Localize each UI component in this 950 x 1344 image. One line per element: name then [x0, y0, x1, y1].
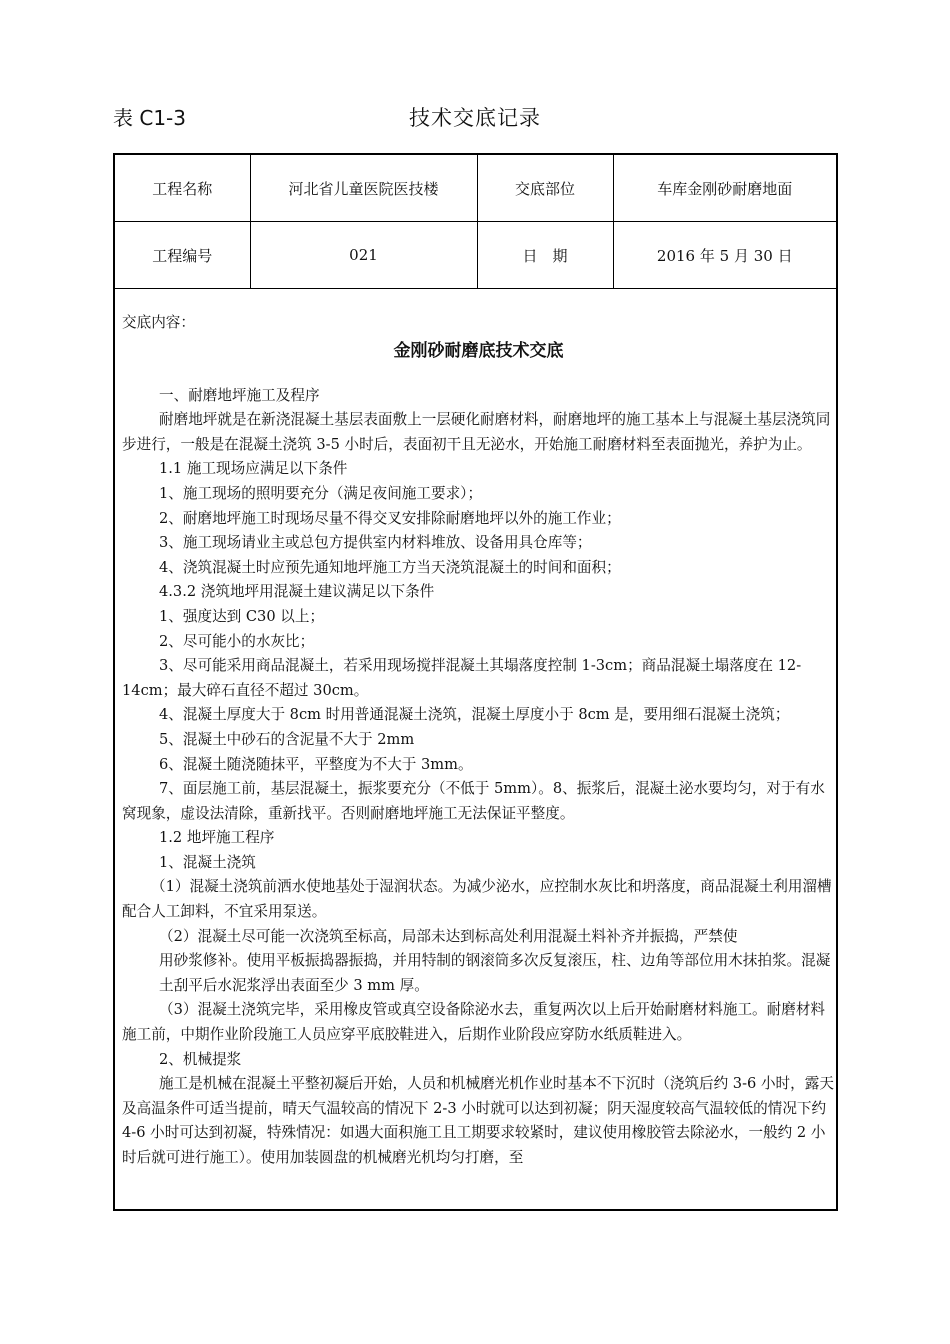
paragraph-list — [122, 384, 835, 1171]
content-paragraph: 1.1 施工现场应满足以下条件 — [159, 460, 348, 478]
location-value: 车库金刚砂耐磨地面 — [613, 155, 836, 222]
content-paragraph: 2、尽可能小的水灰比； — [159, 632, 315, 650]
content-paragraph: 4、浇筑混凝土时应预先通知地坪施工方当天浇筑混凝土的时间和面积； — [159, 558, 621, 576]
content-paragraph: 2、耐磨地坪施工时现场尽量不得交叉安排除耐磨地坪以外的施工作业； — [159, 509, 621, 527]
location-label: 交底部位 — [477, 155, 613, 222]
content-paragraph: （1）混凝土浇筑前洒水使地基处于湿润状态。为减少泌水，应控制水灰比和坍落度，商品混凝土利用溜槽配合人工卸料，不宜采用泵送。 — [122, 878, 832, 921]
content-paragraph: 3、施工现场请业主或总包方提供室内材料堆放、设备用具仓库等； — [159, 534, 592, 552]
project-number-value: 021 — [250, 222, 477, 289]
info-row-name — [115, 155, 836, 222]
briefing-subtitle: 金刚砂耐磨底技术交底 — [393, 340, 564, 361]
content-paragraph: 1.2 地坪施工程序 — [159, 829, 275, 847]
project-name-value: 河北省儿童医院医技楼 — [250, 155, 477, 222]
content-paragraph: 1、施工现场的照明要充分（满足夜间施工要求）； — [159, 484, 483, 502]
content-paragraph: 5、混凝土中砂石的含泥量不大于 2mm — [159, 730, 415, 748]
content-paragraph: （2）混凝土尽可能一次浇筑至标高，局部未达到标高处利用混凝土料补齐并振捣，严禁使 — [159, 927, 738, 945]
content-paragraph: 用砂浆修补。使用平板振捣器振捣，并用特制的钢滚筒多次反复滚压，柱、边角等部位用木抹拍浆。混凝土刮平后水泥浆浮出表面至少 3 mm 厚。 — [159, 952, 831, 994]
content-paragraph: 2、机械提浆 — [159, 1050, 242, 1068]
project-name-label: 工程名称 — [115, 155, 250, 222]
content-paragraph: 4.3.2 浇筑地坪用混凝土建议满足以下条件 — [159, 583, 435, 601]
content-paragraph: 一、耐磨地坪施工及程序 — [159, 386, 320, 404]
project-number-label: 工程编号 — [115, 222, 250, 289]
content-paragraph: 耐磨地坪就是在新浇混凝土基层表面敷上一层硬化耐磨材料，耐磨地坪的施工基本上与混凝土基层浇筑同步进行，一般是在混凝土浇筑 3-5 小时后，表面初干且无泌水，开始施工耐磨材料至表面抛光，养护为止。 — [122, 411, 831, 453]
content-paragraph: 6、混凝土随浇随抹平，平整度为不大于 3mm。 — [159, 755, 473, 773]
project-info-table — [115, 155, 836, 289]
content-paragraph: 1、混凝土浇筑 — [159, 853, 256, 871]
record-frame — [113, 153, 838, 1211]
form-code: 表 C1-3 — [113, 106, 186, 130]
info-row-number — [115, 222, 836, 289]
content-label: 交底内容： — [122, 314, 195, 331]
date-value: 2016 年 5 月 30 日 — [613, 222, 836, 289]
briefing-content — [122, 311, 835, 1171]
date-label: 日 期 — [477, 222, 613, 289]
content-paragraph: 4、混凝土厚度大于 8cm 时用普通混凝土浇筑，混凝土厚度小于 8cm 是，要用细石混凝土浇筑； — [159, 706, 790, 724]
content-paragraph: 施工是机械在混凝土平整初凝后开始，人员和机械磨光机作业时基本不下沉时（浇筑后约 3-6 小时，露天及高温条件可适当提前，晴天气温较高的情况下 2-3 小时就可以达到初凝；阴天湿度较高气温较低的情况下约 4-6 小时可达到初凝，特殊情况：如遇大面积施工且工期要求较紧时，建议使用橡胶管去除泌水，一般约 2 小时后就可进行施工）。使用加装圆盘的机械磨光机均匀打磨，至 — [122, 1075, 834, 1166]
content-paragraph: 1、强度达到 C30 以上； — [159, 607, 325, 625]
content-paragraph: 7、面层施工前，基层混凝土，振浆要充分（不低于 5mm）。8、振浆后，混凝土泌水要均匀，对于有水窝现象，虚设法清除，重新找平。否则耐磨地坪施工无法保证平整度。 — [122, 780, 825, 822]
content-paragraph: （3）混凝土浇筑完毕，采用橡皮管或真空设备除泌水去，重复两次以上后开始耐磨材料施工。耐磨材料施工前，中期作业阶段施工人员应穿平底胶鞋进入，后期作业阶段应穿防水纸质鞋进入。 — [122, 1001, 826, 1044]
document-title: 技术交底记录 — [409, 106, 541, 130]
content-paragraph: 3、尽可能采用商品混凝土，若采用现场搅拌混凝土其塌落度控制 1-3cm；商品混凝土塌落度在 12-14cm；最大碎石直径不超过 30cm。 — [122, 657, 802, 699]
